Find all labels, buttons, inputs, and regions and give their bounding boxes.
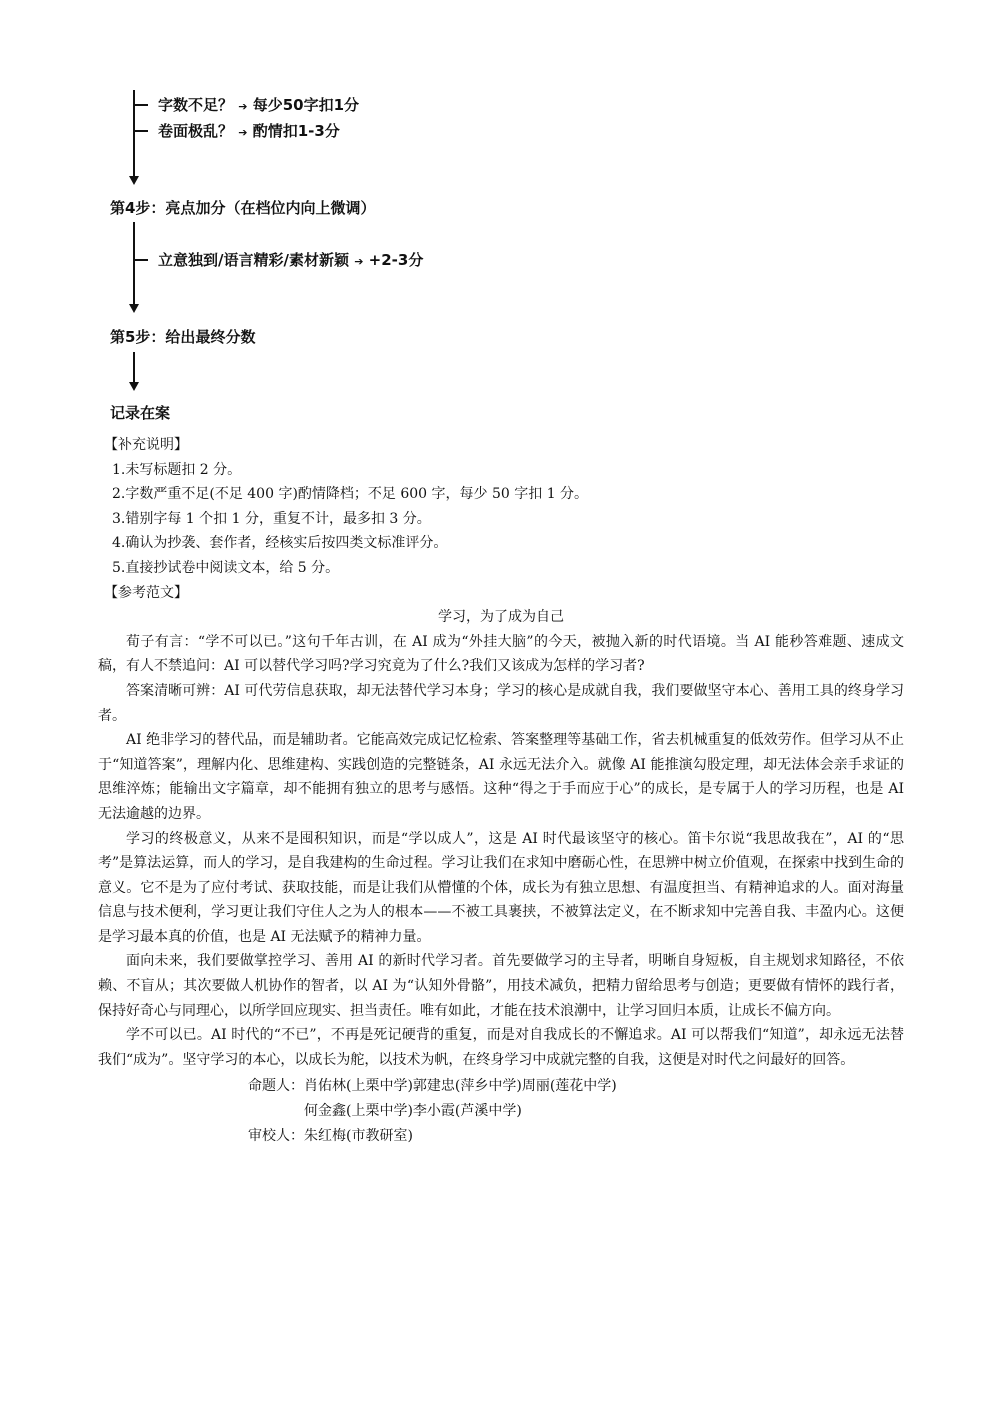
branch-tick <box>134 130 148 132</box>
credits <box>98 1074 904 1148</box>
supplement-item: 4.确认为抄袭、套作者，经核实后按四类文标准评分。 <box>112 535 448 552</box>
right-arrow-icon: ➔ <box>354 255 364 268</box>
branch-bonus: 立意独到/语言精彩/素材新颖 ➔ +2-3分 <box>158 251 424 269</box>
reviewer-line: 审校人：朱红梅(市教研室) <box>248 1127 413 1144</box>
supplement-item: 5.直接抄试卷中阅读文本，给 5 分。 <box>112 559 340 576</box>
down-arrow-icon <box>129 382 139 391</box>
down-arrow-icon <box>129 176 139 185</box>
essay-paragraph: 学习的终极意义，从来不是囤积知识，而是“学以成人”，这是 AI 时代最该坚守的核心。笛卡尔说“我思故我在”，AI 的“思考”是算法运算，而人的学习，是自我建构的生命过程。学习让我们在求知中磨砺心性，在思辨中树立价值观，在探索中找到生命的意义。它不是为了应付考试、获取技能，而是让我们从懵懂的个体，成长为有独立思想、有温度担当、有精神追求的人。面对海量信息与技术便利，学习更让我们守住人之为人的根本——不被工具裹挟，不被算法定义，在不断求知中完善自我、丰盈内心。这便是学习最本真的价值，也是 AI 无法赋予的精神力量。 <box>98 830 904 945</box>
essay-paragraph: 答案清晰可辨：AI 可代劳信息获取，却无法替代学习本身；学习的核心是成就自我，我们要做坚守本心、善用工具的终身学习者。 <box>98 682 904 724</box>
step4-title: 第4步：亮点加分（在档位内向上微调） <box>110 199 376 217</box>
final-record: 记录在案 <box>110 404 171 422</box>
branch-tick <box>134 259 148 261</box>
essay-heading: 【参考范文】 <box>104 584 188 601</box>
supplement-item: 1.未写标题扣 2 分。 <box>112 461 242 478</box>
supplement-item: 2.字数严重不足(不足 400 字)酌情降档；不足 600 字，每少 50 字扣 1 分。 <box>112 486 589 503</box>
step5-title: 第5步：给出最终分数 <box>110 328 256 346</box>
essay-paragraph: 荀子有言：“学不可以已。”这句千年古训，在 AI 成为“外挂大脑”的今天，被抛入新的时代语境。当 AI 能秒答难题、速成文稿，有人不禁追问：AI 可以替代学习吗?学习究竟为了什么?我们又该成为怎样的学习者? <box>98 633 904 675</box>
essay-paragraph: AI 绝非学习的替代品，而是辅助者。它能高效完成记忆检索、答案整理等基础工作，省去机械重复的低效劳作。但学习从不止于“知道答案”，理解内化、思维建构、实践创造的完整链条，AI 永远无法介入。就像 AI 能推演勾股定理，却无法体会亲手求证的思维淬炼；能输出文字篇章，却不能拥有独立的思考与感悟。这种“得之于手而应于心”的成长，是专属于人的学习历程，也是 AI 无法逾越的边界。 <box>98 732 904 822</box>
flow-connector <box>133 222 135 304</box>
supplement-heading: 【补充说明】 <box>104 437 188 453</box>
right-arrow-icon: ➔ <box>238 126 248 139</box>
down-arrow-icon <box>129 304 139 313</box>
document-body <box>98 433 904 1148</box>
branch-word-count: 字数不足？ ➔ 每少50字扣1分 <box>158 96 360 114</box>
author-line: 命题人：肖佑林(上栗中学)郭建忠(萍乡中学)周丽(莲花中学) <box>248 1078 617 1095</box>
right-arrow-icon: ➔ <box>238 100 248 113</box>
essay-title: 学习，为了成为自己 <box>438 609 564 626</box>
branch-messy-paper: 卷面极乱？ ➔ 酌情扣1-3分 <box>158 122 340 140</box>
supplement-item: 3.错别字每 1 个扣 1 分，重复不计，最多扣 3 分。 <box>112 510 431 527</box>
essay-paragraph: 面向未来，我们要做掌控学习、善用 AI 的新时代学习者。首先要做学习的主导者，明晰自身短板，自主规划求知路径，不依赖、不盲从；其次要做人机协作的智者，以 AI 为“认知外骨骼”，用技术减负，把精力留给思考与创造；更要做有情怀的践行者，保持好奇心与同理心，以所学回应现实、担当责任。唯有如此，才能在技术浪潮中，让学习回归本质，让成长不偏方向。 <box>98 953 904 1019</box>
scoring-flowchart <box>0 0 992 422</box>
essay-paragraph: 学不可以已。AI 时代的“不已”，不再是死记硬背的重复，而是对自我成长的不懈追求。AI 可以帮我们“知道”，却永远无法替我们“成为”。坚守学习的本心，以成长为舵，以技术为帆，在终身学习中成就完整的自我，这便是对时代之问最好的回答。 <box>98 1027 904 1068</box>
branch-tick <box>134 104 148 106</box>
flow-connector <box>133 352 135 382</box>
author-line: 何金鑫(上栗中学)李小霞(芦溪中学) <box>304 1103 522 1120</box>
flow-connector <box>133 90 135 176</box>
